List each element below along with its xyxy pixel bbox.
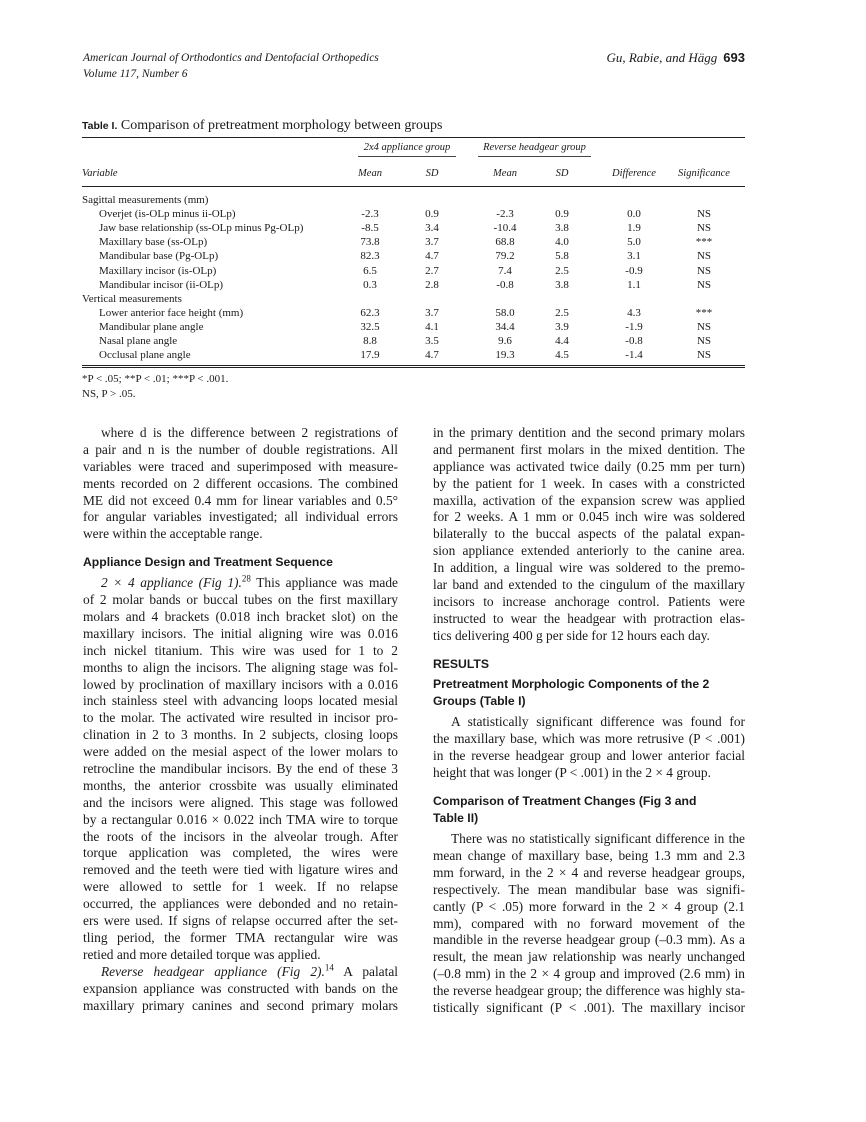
value-cell: 58.0: [495, 306, 515, 319]
text-line: molars and 4 brackets (0.018 inch bracket slot) on the: [83, 609, 398, 625]
value-cell: NS: [696, 335, 712, 347]
text-line: occurred, the appliances were debonded and no retain-: [83, 896, 398, 912]
value-cell: 0.9: [425, 208, 439, 221]
col-header-sd-2: SD: [555, 168, 569, 179]
value-cell: 73.8: [360, 236, 380, 249]
citation-ref: 28: [241, 573, 251, 584]
group-header-reverse-headgear: Reverse headgear group: [478, 142, 591, 157]
text-line: result, the mean jaw relationship was nearly unchanged: [433, 949, 745, 965]
text-line: lowed by proclination of maxillary incisors with a 0.016: [83, 676, 398, 692]
section-heading: Table II): [433, 811, 479, 826]
value-cell: 5.8: [555, 250, 569, 263]
value-cell: -0.8: [625, 335, 643, 347]
text-line: months, the anterior crossbite was usually eliminated: [83, 777, 398, 793]
text-line: [83, 575, 398, 592]
value-cell: 4.4: [555, 335, 569, 347]
text-line: appliance was activated twice daily (0.25 mm per turn): [433, 458, 745, 474]
text-line: removed and the teeth were tied with ligature wires and: [83, 862, 398, 878]
value-cell: 34.4: [495, 320, 515, 333]
value-cell: 1.1: [627, 278, 641, 291]
paragraph-lead: 2 × 4 appliance (Fig 1).: [101, 575, 242, 591]
table-bottom-rule: [82, 365, 745, 366]
value-cell: -8.5: [361, 222, 379, 235]
col-header-difference: Difference: [612, 168, 656, 179]
table-row: [82, 264, 745, 278]
value-cell: 62.3: [360, 306, 380, 319]
table-1: [82, 118, 745, 400]
text-line: instructed to wear the headgear with protraction elas-: [433, 610, 745, 626]
col-header-variable: Variable: [82, 168, 118, 179]
value-cell: 2.5: [555, 306, 569, 319]
value-cell: 3.1: [627, 250, 641, 263]
variable-cell: Mandibular base (Pg-OLp): [99, 250, 219, 263]
variable-cell: Occlusal plane angle: [99, 349, 191, 362]
section-heading: Pretreatment Morphologic Components of the 2: [433, 677, 710, 692]
text-line: inch stainless steel with advancing loops located mesial: [83, 693, 398, 709]
citation-ref: 14: [324, 962, 334, 973]
text-line: tics delivering 400 g per side for 12 hours each day.: [433, 627, 710, 643]
text-line: the reverse headgear group; the difference was highly sta-: [433, 983, 745, 999]
text-line: There was no statistically significant difference in the: [451, 831, 745, 847]
table-caption: [82, 118, 745, 136]
value-cell: -2.3: [496, 208, 514, 221]
text-line: respectively. The mean mandibular base was signifi-: [433, 881, 745, 897]
col-header-sd-1: SD: [425, 168, 439, 179]
text-line: for angular variables investigated; all individual errors: [83, 509, 398, 525]
text-line: where d is the difference between 2 registrations of: [101, 425, 398, 440]
value-cell: 8.8: [363, 335, 377, 347]
table-row: [82, 348, 745, 362]
text-line: ments recorded on 2 different occasions. The combined: [83, 475, 398, 491]
col-header-mean-1: Mean: [358, 168, 382, 179]
value-cell: 32.5: [360, 320, 380, 333]
value-cell: 3.8: [555, 278, 569, 291]
variable-cell: Mandibular plane angle: [99, 320, 204, 333]
table-footnote-1: *P < .05; **P < .01; ***P < .001.: [82, 373, 229, 385]
value-cell: NS: [696, 278, 712, 291]
value-cell: NS: [696, 264, 712, 277]
text-line: and permanent first molars in the mixed dentition. The: [433, 441, 745, 457]
table-footnote-2: NS, P > .05.: [82, 388, 136, 400]
value-cell: NS: [696, 250, 712, 263]
text-line: lar band and extended to the cingulum of the maxillary: [433, 577, 745, 593]
section-label: Sagittal measurements (mm): [82, 194, 209, 206]
variable-cell: Overjet (is-OLp minus ii-OLp): [99, 208, 236, 221]
text-line: torque application was completed, the wires were: [83, 845, 398, 861]
variable-cell: Nasal plane angle: [99, 335, 178, 347]
table-row: [82, 235, 745, 249]
value-cell: 5.0: [627, 236, 641, 249]
value-cell: NS: [696, 349, 712, 362]
col-header-mean-2: Mean: [493, 168, 517, 179]
value-cell: -0.9: [625, 264, 643, 277]
text-line: a pair and n is the number of double registrations. All: [83, 441, 398, 457]
section-label: Vertical measurements: [82, 292, 182, 305]
variable-cell: Mandibular incisor (ii-OLp): [99, 278, 224, 291]
text-line: variables were traced and superimposed with measure-: [83, 458, 398, 474]
text-line: inch nickel titanium. This wire was used for 1 to 2: [83, 642, 398, 658]
journal-name: American Journal of Orthodontics and Dentofacial Orthopedics: [83, 52, 379, 64]
text-line: in the primary dentition and the second primary molars: [433, 425, 745, 440]
value-cell: -2.3: [361, 208, 379, 221]
value-cell: 4.7: [425, 349, 439, 362]
value-cell: 3.4: [425, 222, 439, 235]
text-line: tling period, the former TMA rectangular wire was: [83, 929, 398, 945]
value-cell: -1.4: [625, 349, 643, 362]
journal-volume: Volume 117, Number 6: [83, 68, 188, 80]
value-cell: 2.8: [425, 278, 439, 291]
value-cell: NS: [696, 208, 712, 221]
value-cell: 3.5: [425, 335, 439, 347]
section-heading: Appliance Design and Treatment Sequence: [83, 555, 333, 570]
text-line: incisors to increase anchorage control. Patients were: [433, 593, 745, 609]
value-cell: NS: [696, 320, 712, 333]
text-line: were added on the mesial aspect of the lower molars to: [83, 744, 398, 760]
text-line: mean change of maxillary base, being 1.3 mm and 2.3: [433, 847, 745, 863]
value-cell: 68.8: [495, 236, 515, 249]
value-cell: 4.5: [555, 349, 569, 362]
value-cell: 4.7: [425, 250, 439, 263]
text-line: for 2 weeks. A 1 mm or 0.045 inch wire was soldered: [433, 509, 745, 525]
table-bottom-rule-2: [82, 367, 745, 368]
table-row: [82, 221, 745, 235]
text-line: maxilla, activation of the expansion screw was applied: [433, 492, 745, 508]
value-cell: ***: [695, 306, 713, 319]
text-line: maxillary incisors. The initial aligning wire was 0.016: [83, 625, 398, 641]
text-line: the maxillary base, which was more retrusive (P < .001): [433, 731, 745, 747]
body-column-left: [83, 425, 398, 1014]
text-line: maxillary primary canines and second primary molars: [83, 997, 398, 1013]
text-line: height that was longer (P < .001) in the 2 × 4 group.: [433, 765, 711, 781]
value-cell: 3.7: [425, 306, 439, 319]
value-cell: 4.3: [627, 306, 641, 319]
text-line: were within the acceptable range.: [83, 526, 263, 542]
section-heading: Groups (Table I): [433, 694, 526, 709]
value-cell: 17.9: [360, 349, 380, 362]
table-row: [82, 249, 745, 263]
body-column-right: [433, 425, 745, 1017]
value-cell: 0.9: [555, 208, 569, 221]
running-header-authors: [606, 50, 745, 66]
text-line: to the molar. The activated wire resulted in incisor pro-: [83, 710, 398, 726]
value-cell: 6.5: [363, 264, 377, 277]
table-header-rule: [82, 186, 745, 187]
text-line: (–0.8 mm) in the 2 × 4 group and improved (2.6 mm) in: [433, 966, 745, 982]
value-cell: -10.4: [493, 222, 517, 235]
value-cell: 9.6: [498, 335, 512, 347]
section-heading: RESULTS: [433, 656, 489, 671]
text-line: retied and more detailed torque was applied.: [83, 946, 321, 962]
text-line: mm), compared with no forward movement of the: [433, 915, 745, 931]
variable-cell: Maxillary base (ss-OLp): [99, 236, 208, 249]
value-cell: 2.5: [555, 264, 569, 277]
value-cell: 3.8: [555, 222, 569, 235]
text-line: [83, 964, 398, 981]
text-line: were allowed to settle for 1 week. If no relapse: [83, 879, 398, 895]
text-run: A palatal: [333, 963, 399, 979]
authors: Gu, Rabie, and Hägg: [606, 50, 718, 65]
variable-cell: Maxillary incisor (is-OLp): [99, 264, 217, 277]
table-section-row: [82, 193, 745, 207]
table-section-row: [82, 292, 745, 306]
value-cell: -0.8: [496, 278, 514, 291]
value-cell: -1.9: [625, 320, 643, 333]
value-cell: 1.9: [627, 222, 641, 235]
table-row: [82, 334, 745, 348]
variable-cell: Jaw base relationship (ss-OLp minus Pg-OLp): [99, 222, 304, 235]
text-line: and the incisors were aligned. This stage was followed: [83, 794, 398, 810]
text-line: tistically significant (P < .001). The maxillary incisor: [433, 999, 745, 1015]
value-cell: ***: [695, 236, 713, 249]
value-cell: 4.0: [555, 236, 569, 249]
table-title: Comparison of pretreatment morphology between groups: [120, 118, 443, 133]
value-cell: 0.3: [363, 278, 377, 291]
value-cell: 3.9: [555, 320, 569, 333]
value-cell: 19.3: [495, 349, 515, 362]
value-cell: NS: [696, 222, 712, 235]
value-cell: 79.2: [495, 250, 515, 263]
table-row: [82, 320, 745, 334]
text-line: cantly (P < .05) more forward in the 2 × 4 group (2.1: [433, 898, 745, 914]
variable-cell: Lower anterior face height (mm): [99, 306, 244, 319]
text-line: sion appliance extended anteriorly to the canine area.: [433, 543, 745, 559]
value-cell: 7.4: [498, 264, 512, 277]
col-header-significance: Significance: [678, 168, 730, 179]
value-cell: 4.1: [425, 320, 439, 333]
text-line: mandible in the reverse headgear group (–0.3 mm). As a: [433, 932, 745, 948]
running-header-journal: [83, 50, 379, 82]
paragraph-lead: Reverse headgear appliance (Fig 2).: [101, 963, 325, 979]
table-row: [82, 306, 745, 320]
text-line: clination in 2 to 3 months. In 2 subjects, closing loops: [83, 727, 398, 743]
table-top-rule: [82, 137, 745, 138]
value-cell: 0.0: [627, 208, 641, 221]
text-line: In addition, a lingual wire was soldered to the premo-: [433, 560, 745, 576]
text-line: bilaterally to the buccal aspects of the palatal expan-: [433, 526, 745, 542]
text-line: ers were used. If signs of relapse occurred after the set-: [83, 913, 398, 929]
value-cell: 82.3: [360, 250, 380, 263]
text-line: by the patient for 1 week. In cases with a constricted: [433, 475, 745, 491]
table-label: Table I.: [82, 120, 118, 132]
text-run: This appliance was made: [250, 575, 398, 591]
table-row: [82, 278, 745, 292]
text-line: the roots of the incisors in the alveolar trough. After: [83, 828, 398, 844]
text-line: retrocline the mandibular incisors. By the end of these 3: [83, 761, 398, 777]
text-line: A statistically significant difference was found for: [451, 714, 745, 730]
text-line: of 2 molar bands or buccal tubes on the first maxillary: [83, 592, 398, 608]
text-line: by a rectangular 0.016 × 0.022 inch TMA wire to torque: [83, 811, 398, 827]
text-line: months to align the incisors. The aligning stage was fol-: [83, 659, 398, 675]
group-header-2x4: 2x4 appliance group: [358, 142, 456, 157]
table-row: [82, 207, 745, 221]
value-cell: 2.7: [425, 264, 439, 277]
text-line: expansion appliance was constructed with bands on the: [83, 980, 398, 996]
value-cell: 3.7: [425, 236, 439, 249]
page-number: 693: [723, 50, 745, 65]
text-line: ME did not exceed 0.4 mm for linear variables and 0.5°: [83, 492, 398, 508]
text-line: in the reverse headgear group and lower anterior facial: [433, 748, 745, 764]
section-heading: Comparison of Treatment Changes (Fig 3 and: [433, 794, 697, 809]
text-line: mm forward, in the 2 × 4 and reverse headgear groups,: [433, 864, 745, 880]
